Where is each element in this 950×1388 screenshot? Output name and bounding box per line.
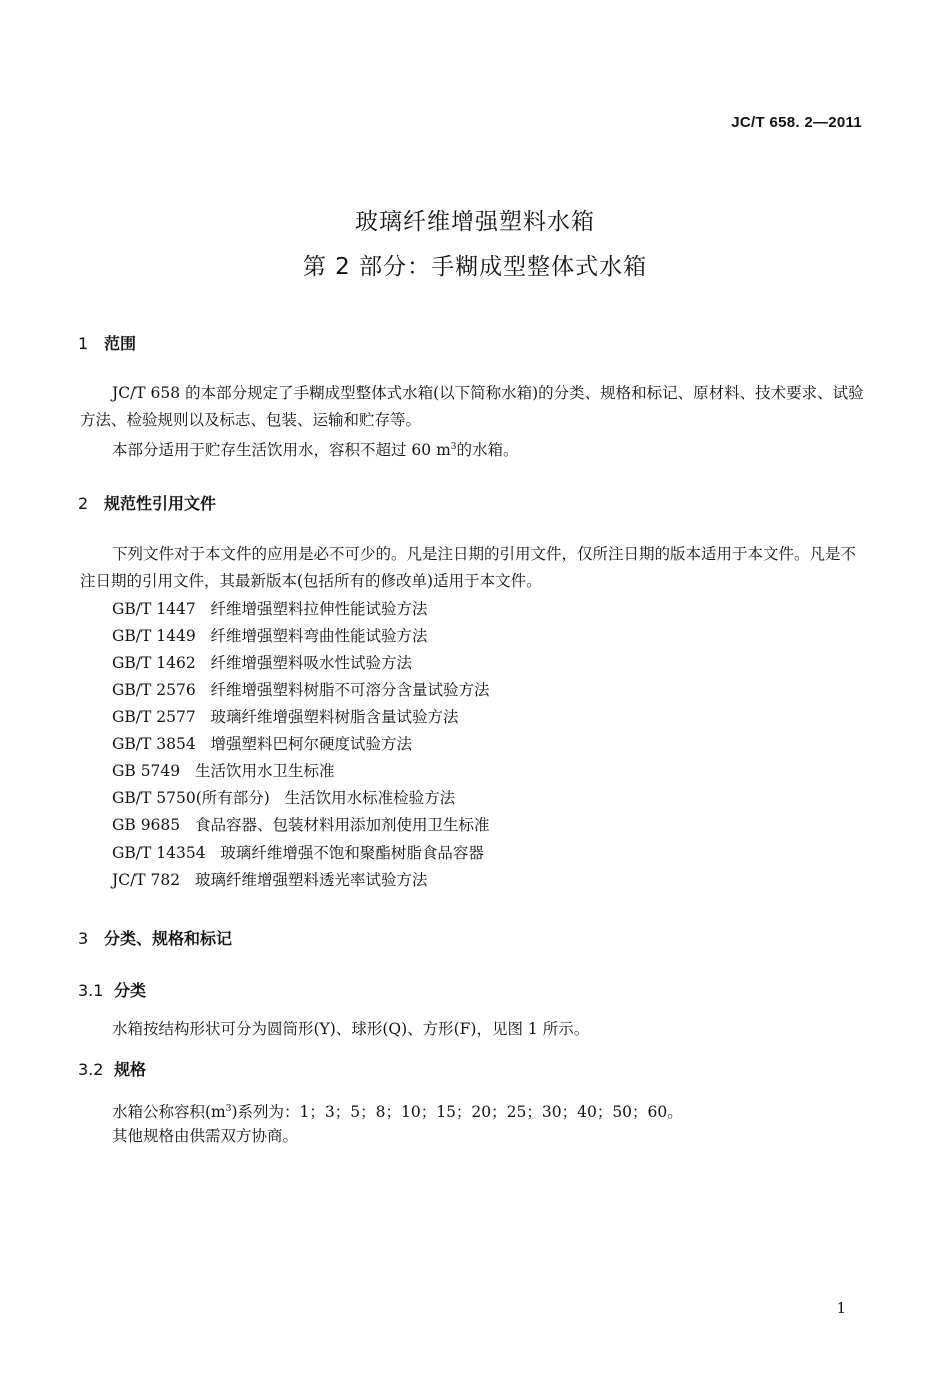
subsection-3-2-text-2: 其他规格由供需双方协商。 [112,1127,299,1145]
text-run: 的水箱。 [456,441,519,460]
reference-title: 纤维增强塑料树脂不可溶分含量试验方法 [210,681,490,699]
subsection-3-2-text [80,1096,865,1126]
reference-code: GB/T 3854 [112,735,196,753]
reference-title: 食品容器、包装材料用添加剂使用卫生标准 [194,816,490,834]
section-number: 1 [78,334,89,353]
reference-item [112,704,459,731]
section-1-heading [78,331,136,354]
section-3-heading [78,926,232,949]
subsection-title: 规格 [114,1060,147,1079]
reference-title: 纤维增强塑料吸水性试验方法 [210,654,413,672]
reference-code: GB 5749 [112,762,181,780]
subsection-3-2-heading [78,1057,146,1080]
reference-code: GB/T 2576 [112,681,196,699]
section-title: 分类、规格和标记 [104,929,233,948]
superscript: 3 [225,1104,232,1114]
reference-item [112,623,428,650]
section-2-heading [78,491,216,514]
subsection-title: 分类 [114,981,147,1000]
reference-title: 生活饮用水标准检验方法 [284,789,456,807]
reference-title: 玻璃纤维增强塑料树脂含量试验方法 [210,708,459,726]
text-run: 本部分适用于贮存生活饮用水，容积不超过 60 m [112,441,451,460]
reference-title: 玻璃纤维增强不饱和聚酯树脂食品容器 [220,844,484,862]
reference-title: 生活饮用水卫生标准 [194,762,335,780]
reference-item [112,677,490,704]
text-run: )系列为：1；3；5；8；10；15；20；25；30；40；50；60。 [231,1103,683,1122]
subsection-number: 3.1 [78,981,104,1000]
reference-item [112,812,489,839]
reference-title: 增强塑料巴柯尔硬度试验方法 [210,735,413,753]
reference-code: GB/T 5750(所有部分) [112,789,270,807]
reference-title: 纤维增强塑料拉伸性能试验方法 [210,600,428,618]
section-1-paragraph-1: JC/T 658 的本部分规定了手糊成型整体式水箱(以下简称水箱)的分类、规格和标记、原材料、技术要求、试验方法、检验规则以及标志、包装、运输和贮存等。 [80,384,864,429]
subsection-3-1-heading [78,978,146,1001]
reference-item [112,867,427,894]
standard-code: JC/T 658. 2—2011 [731,114,862,131]
subsection-3-1-text: 水箱按结构形状可分为圆筒形(Y)、球形(Q)、方形(F)，见图 1 所示。 [112,1020,590,1038]
reference-code: GB/T 2577 [112,708,196,726]
reference-code: GB/T 1462 [112,654,196,672]
reference-code: GB/T 1449 [112,627,196,645]
reference-item [112,785,455,812]
subsection-number: 3.2 [78,1060,104,1079]
document-title: 玻璃纤维增强塑料水箱 [355,209,595,235]
reference-code: JC/T 782 [112,871,181,889]
superscript: 3 [450,442,457,452]
reference-item [112,840,484,867]
text-run: 水箱公称容积(m [112,1103,226,1122]
reference-title: 纤维增强塑料弯曲性能试验方法 [210,627,428,645]
section-number: 2 [78,494,89,513]
reference-item [112,758,334,785]
page-number: 1 [836,1299,846,1317]
section-2-intro: 下列文件对于本文件的应用是必不可少的。凡是注日期的引用文件，仅所注日期的版本适用于本文件。凡是不注日期的引用文件，其最新版本(包括所有的修改单)适用于本文件。 [80,545,857,590]
document-subtitle: 第 2 部分：手糊成型整体式水箱 [302,254,648,280]
section-title: 范围 [104,334,137,353]
section-1-paragraph-2 [80,434,865,464]
reference-code: GB/T 14354 [112,844,206,862]
reference-title: 玻璃纤维增强塑料透光率试验方法 [194,871,428,889]
reference-code: GB/T 1447 [112,600,196,618]
section-number: 3 [78,929,89,948]
reference-item [112,731,412,758]
reference-item [112,596,428,623]
reference-code: GB 9685 [112,816,181,834]
section-title: 规范性引用文件 [104,494,217,513]
reference-item [112,650,412,677]
